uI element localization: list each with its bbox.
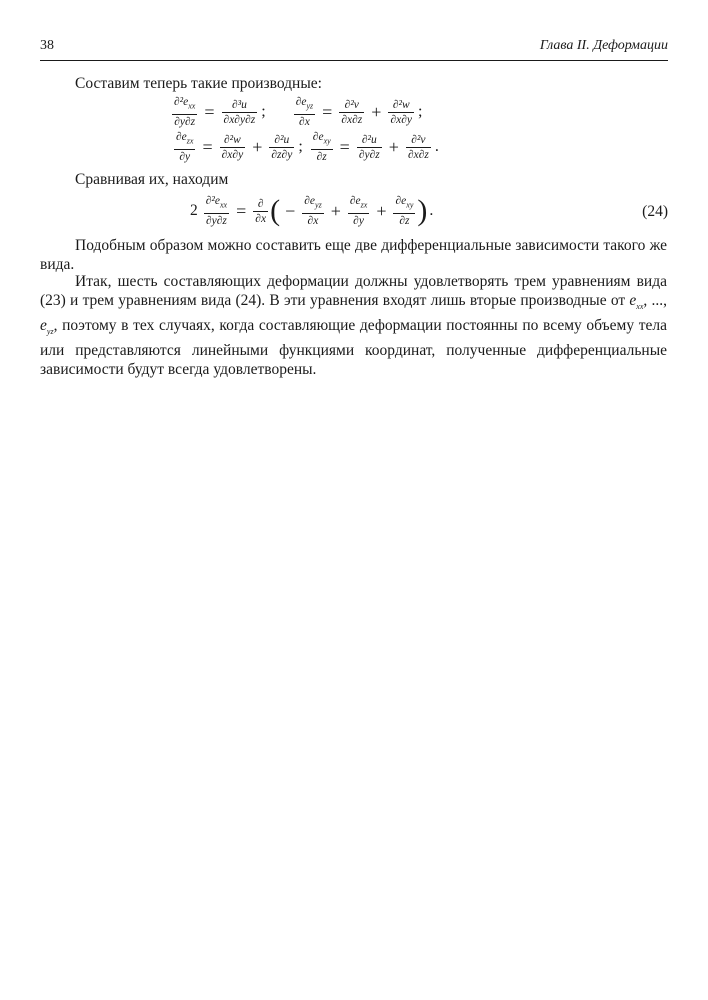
fraction: $\frac{\partial e_{yz}}{\partial x}$	[295, 96, 314, 128]
page-number: 38	[40, 38, 54, 53]
equation-line-2: $\frac{\partial e_{zx}}{\partial y}$ = $\frac{\text{∂²w}}{\partial x\partial y}$ + $\frac{\text{∂²u}}{\partial z\partial y}$ ; $\frac{\partial e_{xy}}{\partial z}$ = $\frac{\text{∂²u}}{\partial y\partial z}$ + $\frac{\text{∂²v}}{\partial x\partial z}$ .	[176, 131, 439, 163]
equation-number: (24)	[642, 203, 668, 220]
fraction: $\frac{\partial e_{zx}}{\partial y}$	[349, 195, 368, 227]
paragraph-conclusion: Итак, шесть составляющих деформации должны удовлетворять трем уравнениям вида (23) и трем уравнениям вида (24). В эти уравнения входят лишь вторые производные от $e_{xx}$, ..., $e_{yz}$, поэтому в тех случаях, когда составляющие деформации постоянны по всему объему тела или представляются линейными функциями координат, полученные дифференциальные зависимости будут всегда удовлетворены.	[40, 273, 668, 379]
intro-text: Составим теперь такие производные:	[75, 75, 322, 92]
fraction: $\frac{\partial}{\partial x}$	[255, 197, 267, 225]
fraction: $\frac{\partial e_{zx}}{\partial y}$	[176, 131, 194, 163]
page-header	[40, 38, 668, 58]
fraction: $\frac{\text{∂²w}}{\partial x\partial y}$	[390, 98, 413, 126]
fraction: $\frac{\text{∂²w}}{\partial x\partial y}$	[221, 133, 244, 161]
fraction: $\frac{\partial^2e_{xx}}{\partial y\partial z}$	[205, 195, 228, 227]
fraction: $\frac{\text{∂³u}}{\partial x\partial y\partial z}$	[223, 98, 256, 126]
equation-24: 2 $\frac{\partial^2e_{xx}}{\partial y\partial z}$ = $\frac{\partial}{\partial x}$ ( − $\frac{\partial e_{yz}}{\partial x}$ + $\frac{\partial e_{zx}}{\partial y}$ + $\frac{\partial e_{xy}}{\partial z}$ ) .	[190, 194, 434, 227]
comparing-text: Сравнивая их, находим	[75, 171, 229, 188]
fraction: $\frac{\partial e_{xy}}{\partial z}$	[395, 195, 414, 227]
fraction: $\frac{\partial e_{xy}}{\partial z}$	[312, 131, 331, 163]
fraction: $\frac{\text{∂²v}}{\partial x\partial z}$	[341, 98, 363, 126]
fraction: $\frac{\partial e_{yz}}{\partial x}$	[304, 195, 322, 227]
running-title: Глава II. Деформации	[539, 38, 668, 53]
header-rule	[40, 60, 668, 61]
equation-line-1: $\frac{\partial^2e_{xx}}{\partial y\partial z}$ = $\frac{\text{∂³u}}{\partial x\partial y\partial z}$ ; $\frac{\partial e_{yz}}{\partial x}$ = $\frac{\text{∂²v}}{\partial x\partial z}$ + $\frac{\text{∂²w}}{\partial x\partial y}$ ;	[174, 96, 423, 128]
fraction: $\frac{\partial^2e_{xx}}{\partial y\partial z}$	[174, 96, 196, 128]
paragraph-similar: Подобным образом можно составить еще две дифференциальные зависимости такого же вида.	[40, 237, 667, 273]
fraction: $\frac{\text{∂²u}}{\partial y\partial z}$	[358, 133, 380, 161]
fraction: $\frac{\text{∂²u}}{\partial z\partial y}$	[271, 133, 293, 161]
fraction: $\frac{\text{∂²v}}{\partial x\partial z}$	[407, 133, 429, 161]
